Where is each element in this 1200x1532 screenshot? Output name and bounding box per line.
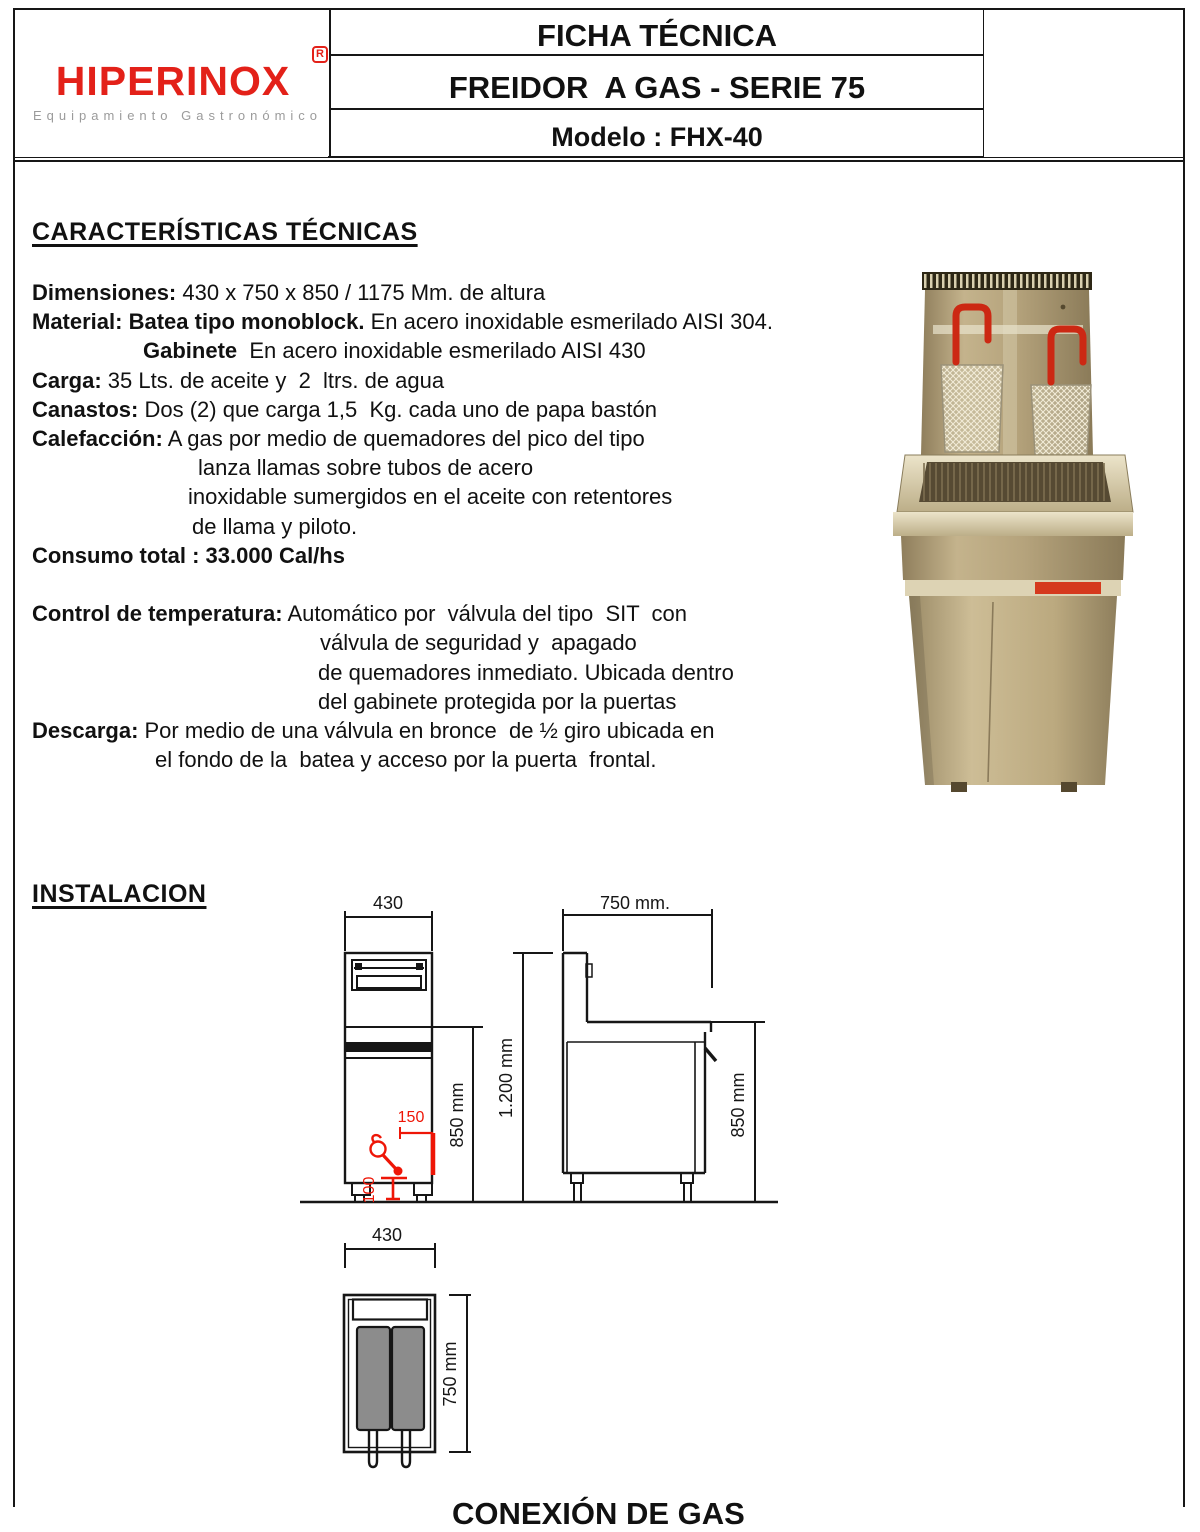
spec-text: del gabinete protegida por la puertas	[318, 688, 677, 714]
fryer-red-label	[1035, 582, 1101, 594]
product-photo	[893, 250, 1137, 795]
doc-title: FICHA TÉCNICA	[537, 18, 777, 53]
installation-plan-drawing	[330, 1225, 500, 1490]
brand-tagline: Equipamiento Gastronómico	[33, 108, 323, 123]
content-frame-top-border	[13, 160, 1185, 162]
fryer-foot-left	[951, 782, 967, 792]
spec-line	[32, 453, 892, 482]
spec-line	[32, 278, 892, 307]
gas-offset-label: 150	[397, 1109, 425, 1126]
spec-label: Material: Batea tipo monoblock.	[32, 309, 365, 335]
front-work-height-label: 850 mm	[447, 1082, 467, 1148]
fryer-cabinet	[909, 596, 1117, 785]
spec-label: Calefacción:	[32, 426, 163, 452]
header-empty-cell	[984, 10, 1183, 157]
spec-line	[32, 336, 892, 365]
spec-line	[32, 307, 892, 336]
spec-line	[32, 424, 892, 453]
gas-connection-detail	[371, 1127, 434, 1199]
spec-label: Consumo total : 33.000 Cal/hs	[32, 542, 345, 568]
spec-text: de llama y piloto.	[192, 513, 358, 539]
brand-logo: HIPERINOX	[55, 58, 291, 104]
spec-text: válvula de seguridad y apagado	[320, 630, 637, 656]
gas-height-label: 100	[361, 1176, 378, 1204]
spec-text: 35 Lts. de aceite y 2 ltrs. de agua	[101, 367, 445, 393]
plan-depth-label: 750 mm	[440, 1341, 460, 1407]
spec-line	[32, 366, 892, 395]
spec-line	[32, 716, 892, 745]
spec-label: Gabinete	[143, 338, 238, 364]
plan-width-label: 430	[371, 1225, 403, 1245]
spec-text: A gas por medio de quemadores del pico del tipo	[162, 426, 645, 452]
fryer-front-lip	[893, 512, 1133, 536]
spec-label: Descarga:	[32, 718, 139, 744]
spec-label: Dimensiones:	[32, 280, 177, 305]
spec-text: de quemadores inmediato. Ubicada dentro	[318, 659, 734, 685]
spec-text: En acero inoxidable esmerilado AISI 430	[237, 338, 646, 364]
spec-label: Carga:	[32, 367, 102, 393]
spec-label: Canastos:	[32, 396, 139, 422]
logo-block	[15, 10, 328, 157]
spec-text: En acero inoxidable esmerilado AISI 304.	[364, 309, 773, 335]
model-line: Modelo : FHX-40	[551, 122, 763, 152]
spec-line	[32, 599, 892, 628]
product-title: FREIDOR A GAS - SERIE 75	[448, 70, 866, 105]
spec-text: Dos (2) que carga 1,5 Kg. cada uno de papa bastón	[138, 396, 657, 422]
spec-text: 430 x 750 x 850 / 1175 Mm. de altura	[176, 280, 546, 305]
side-height-label: 850 mm	[728, 1072, 748, 1138]
backsplash-center-post	[1003, 290, 1017, 455]
spec-line	[32, 570, 892, 599]
spec-line	[32, 482, 892, 511]
spec-line	[32, 745, 892, 774]
title-block	[330, 10, 984, 157]
front-total-height-label: 1.200 mm	[496, 1037, 516, 1119]
side-depth-label: 750 mm.	[599, 893, 671, 913]
spec-line	[32, 512, 892, 541]
spec-line	[32, 628, 892, 657]
fryer-foot-right	[1061, 782, 1077, 792]
backsplash-screw	[1061, 305, 1066, 310]
fryer-upper-band	[901, 536, 1125, 580]
spec-line	[32, 395, 892, 424]
spec-text: inoxidable sumergidos en el aceite con retentores	[188, 484, 673, 510]
spec-text: Automático por válvula del tipo SIT con	[282, 601, 687, 627]
characteristics-heading: CARACTERÍSTICAS TÉCNICAS	[32, 218, 418, 246]
fryer-crown	[922, 272, 1092, 290]
front-width-label: 430	[372, 893, 404, 913]
spec-line	[32, 687, 892, 716]
spec-lines	[32, 278, 892, 774]
spec-label: Control de temperatura:	[32, 601, 283, 627]
spec-line	[32, 658, 892, 687]
registered-trademark-icon: R	[312, 46, 328, 63]
spec-text: lanza llamas sobre tubos de acero	[198, 455, 534, 481]
spec-text: el fondo de la batea y acceso por la puerta frontal.	[155, 747, 657, 773]
spec-line	[32, 541, 892, 570]
spec-text: Por medio de una válvula en bronce de ½ giro ubicada en	[138, 718, 715, 744]
clipped-footer-text: CONEXIÓN DE GAS	[452, 1496, 745, 1531]
installation-heading: INSTALACION	[32, 880, 207, 908]
installation-elevation-drawing	[290, 893, 780, 1225]
